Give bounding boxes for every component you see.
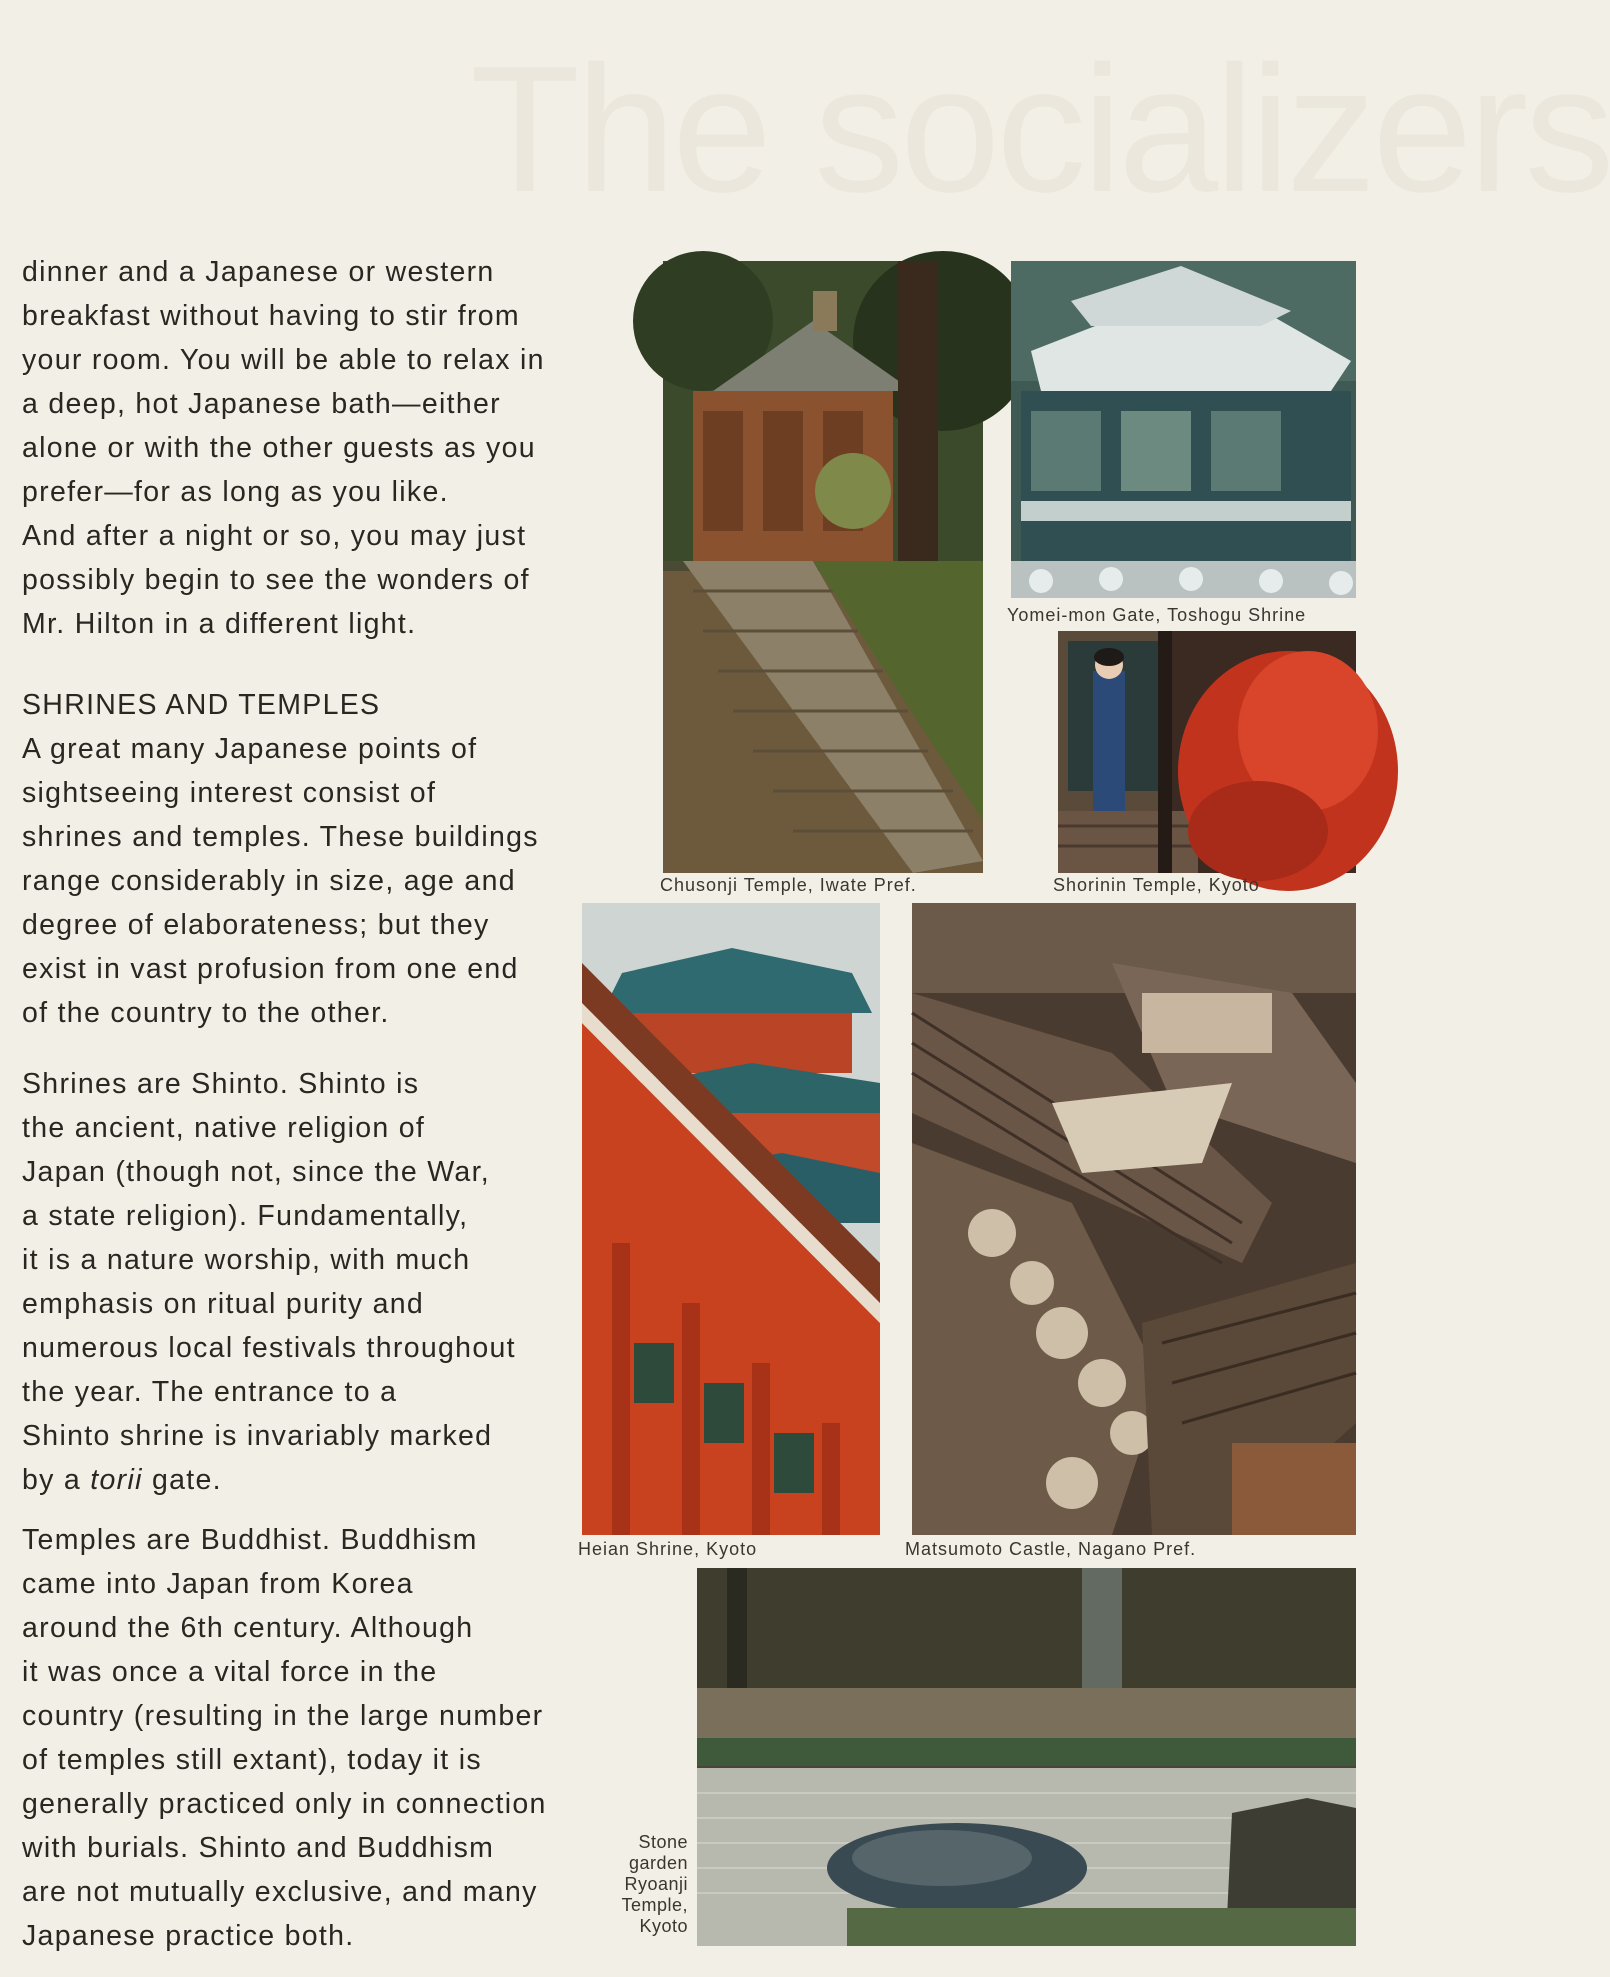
text-line: prefer—for as long as you like.: [22, 476, 449, 508]
text-line: emphasis on ritual purity and: [22, 1288, 425, 1320]
text-line: And after a night or so, you may just: [22, 520, 527, 552]
text-line: it is a nature worship, with much: [22, 1244, 471, 1276]
paragraph-hotel-ryokan: [22, 250, 622, 646]
text-line: of temples still extant), today it is: [22, 1744, 482, 1776]
text-fragment: gate.: [142, 1464, 222, 1496]
text-line: Japan (though not, since the War,: [22, 1156, 491, 1188]
caption-line: garden: [628, 1853, 688, 1873]
text-line-torii: [22, 1458, 582, 1502]
shorinin-temple-photo: [1058, 631, 1356, 873]
text-line: Temples are Buddhist. Buddhism: [22, 1524, 478, 1556]
text-line: came into Japan from Korea: [22, 1568, 414, 1600]
paragraph-buddhism: [22, 1518, 602, 1958]
text-line: with burials. Shinto and Buddhism: [22, 1832, 495, 1864]
text-line: generally practiced only in connection: [22, 1788, 547, 1820]
caption-yomei-mon: Yomei-mon Gate, Toshogu Shrine: [1007, 605, 1307, 625]
caption-line: Temple,: [621, 1895, 688, 1915]
text-line: Shinto shrine is invariably marked: [22, 1420, 493, 1452]
caption-matsumoto: Matsumoto Castle, Nagano Pref.: [905, 1539, 1197, 1559]
caption-heian: Heian Shrine, Kyoto: [578, 1539, 758, 1559]
matsumoto-castle-photo: [912, 903, 1356, 1535]
text-line: numerous local festivals throughout: [22, 1332, 516, 1364]
text-line: Shrines are Shinto. Shinto is: [22, 1068, 420, 1100]
ghost-heading: The socializers: [470, 29, 1610, 230]
text-line: possibly begin to see the wonders of: [22, 564, 530, 596]
text-line: the ancient, native religion of: [22, 1112, 426, 1144]
text-line: dinner and a Japanese or western: [22, 256, 495, 288]
text-line: your room. You will be able to relax in: [22, 344, 545, 376]
chusonji-temple-photo: [663, 261, 983, 873]
caption-line: Ryoanji: [624, 1874, 688, 1894]
text-line: around the 6th century. Although: [22, 1612, 474, 1644]
text-line: the year. The entrance to a: [22, 1376, 398, 1408]
text-line: Mr. Hilton in a different light.: [22, 608, 417, 640]
ryoanji-stone-garden-photo: [697, 1568, 1356, 1946]
text-line: sightseeing interest consist of: [22, 777, 437, 809]
text-line: breakfast without having to stir from: [22, 300, 520, 332]
text-line: alone or with the other guests as you: [22, 432, 536, 464]
yomei-mon-gate-photo: [1011, 261, 1356, 598]
torii-emphasis: torii: [90, 1464, 143, 1496]
heian-shrine-photo: [582, 903, 880, 1535]
text-line: shrines and temples. These buildings: [22, 821, 539, 853]
section-heading: SHRINES AND TEMPLES: [22, 689, 381, 721]
text-line: exist in vast profusion from one end: [22, 953, 519, 985]
text-line: degree of elaborateness; but they: [22, 909, 490, 941]
caption-line: Kyoto: [639, 1916, 688, 1936]
text-line: it was once a vital force in the: [22, 1656, 438, 1688]
text-line: a deep, hot Japanese bath—either: [22, 388, 501, 420]
text-line: range considerably in size, age and: [22, 865, 516, 897]
text-line: Japanese practice both.: [22, 1920, 355, 1952]
section-shrines-temples: [22, 683, 622, 1035]
text-line: country (resulting in the large number: [22, 1700, 544, 1732]
text-line: of the country to the other.: [22, 997, 390, 1029]
text-line: a state religion). Fundamentally,: [22, 1200, 469, 1232]
text-line: are not mutually exclusive, and many: [22, 1876, 538, 1908]
caption-stone-garden: [606, 1832, 688, 1937]
paragraph-shinto: [22, 1062, 582, 1502]
caption-line: Stone: [638, 1832, 688, 1852]
caption-chusonji: Chusonji Temple, Iwate Pref.: [660, 875, 917, 895]
caption-shorinin: Shorinin Temple, Kyoto: [1053, 875, 1260, 895]
text-line: A great many Japanese points of: [22, 733, 478, 765]
text-fragment: by a: [22, 1464, 91, 1496]
